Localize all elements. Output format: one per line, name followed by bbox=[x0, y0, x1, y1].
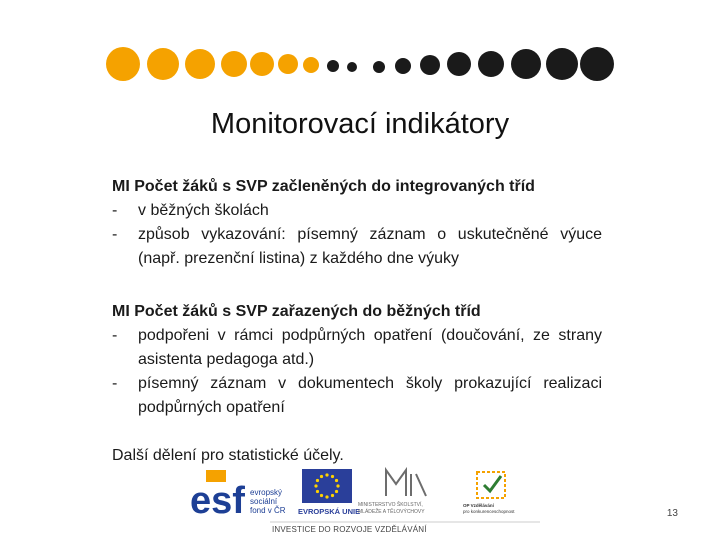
list-item bbox=[112, 372, 602, 420]
msmt-line: MLÁDEŽE A TĚLOVÝCHOVY bbox=[358, 509, 425, 515]
dark-dot bbox=[447, 52, 471, 76]
list-item bbox=[112, 199, 602, 223]
list-item-text: podpořeni v rámci podpůrných opatření (doučování, ze strany asistenta pedagoga atd.) bbox=[138, 327, 602, 368]
eu-flag-logo bbox=[298, 469, 360, 516]
eu-star-icon bbox=[316, 490, 319, 493]
eu-label: EVROPSKÁ UNIE bbox=[298, 507, 361, 516]
list-item-text: způsob vykazování: písemný záznam o uskutečněné výuce (např. prezenční listina) z každého dne výuky bbox=[138, 226, 602, 267]
msmt-line: MINISTERSTVO ŠKOLSTVÍ, bbox=[358, 502, 423, 508]
orange-dot bbox=[185, 49, 215, 79]
list-dash: - bbox=[112, 226, 118, 243]
page-number: 13 bbox=[666, 508, 678, 519]
section-heading: MI Počet žáků s SVP začleněných do integrovaných tříd bbox=[112, 178, 535, 195]
eu-star-icon bbox=[335, 479, 338, 482]
dark-dot bbox=[420, 55, 440, 75]
list-dash: - bbox=[112, 375, 118, 392]
eu-star-icon bbox=[325, 473, 328, 476]
orange-dot bbox=[221, 51, 247, 77]
orange-dot bbox=[278, 54, 298, 74]
indicator-section-1 bbox=[112, 175, 602, 271]
list-item bbox=[112, 223, 602, 271]
op-check-icon bbox=[484, 476, 501, 491]
list-dash: - bbox=[112, 327, 118, 344]
eu-star-icon bbox=[325, 495, 328, 498]
esf-line: evropský bbox=[250, 488, 283, 497]
list-item-text: písemný záznam v dokumentech školy prokazující realizaci podpůrných opatření bbox=[138, 375, 602, 416]
esf-word: esf bbox=[190, 480, 245, 522]
eu-star-icon bbox=[331, 494, 334, 497]
msmt-monogram bbox=[386, 470, 426, 496]
op-line: OP Vzdělávání bbox=[463, 503, 494, 508]
list-item-text: v běžných školách bbox=[138, 202, 269, 219]
op-line: pro konkurenceschopnost bbox=[463, 509, 515, 514]
page-title: Monitorovací indikátory bbox=[210, 108, 510, 140]
orange-dot bbox=[147, 48, 179, 80]
slogan: INVESTICE DO ROZVOJE VZDĚLÁVÁNÍ bbox=[272, 525, 427, 534]
msmt-logo bbox=[358, 470, 426, 515]
dark-dot bbox=[478, 51, 504, 77]
eu-star-icon bbox=[335, 490, 338, 493]
section-heading: MI Počet žáků s SVP zařazených do běžných tříd bbox=[112, 303, 481, 320]
dark-dot bbox=[395, 58, 411, 74]
dark-dot bbox=[347, 62, 357, 72]
footer-note: Další dělení pro statistické účely. bbox=[112, 447, 344, 464]
list-item bbox=[112, 324, 602, 372]
op-logo bbox=[463, 472, 515, 514]
dark-dot bbox=[373, 61, 385, 73]
eu-star-icon bbox=[320, 475, 323, 478]
orange-dot bbox=[250, 52, 274, 76]
esf-line: sociální bbox=[250, 497, 278, 506]
dark-dot bbox=[511, 49, 541, 79]
eu-star-icon bbox=[314, 484, 317, 487]
list-dash: - bbox=[112, 202, 118, 219]
dark-dot bbox=[546, 48, 578, 80]
esf-line: fond v ČR bbox=[250, 506, 286, 515]
eu-star-icon bbox=[331, 475, 334, 478]
decorative-dot-row bbox=[0, 0, 720, 100]
esf-logo bbox=[190, 470, 286, 522]
orange-dot bbox=[303, 57, 319, 73]
eu-star-icon bbox=[336, 484, 339, 487]
funding-logos bbox=[190, 464, 540, 540]
dark-dot bbox=[327, 60, 339, 72]
indicator-section-2 bbox=[112, 300, 602, 420]
dark-dot bbox=[580, 47, 614, 81]
eu-star-icon bbox=[320, 494, 323, 497]
eu-star-icon bbox=[316, 479, 319, 482]
orange-dot bbox=[106, 47, 140, 81]
